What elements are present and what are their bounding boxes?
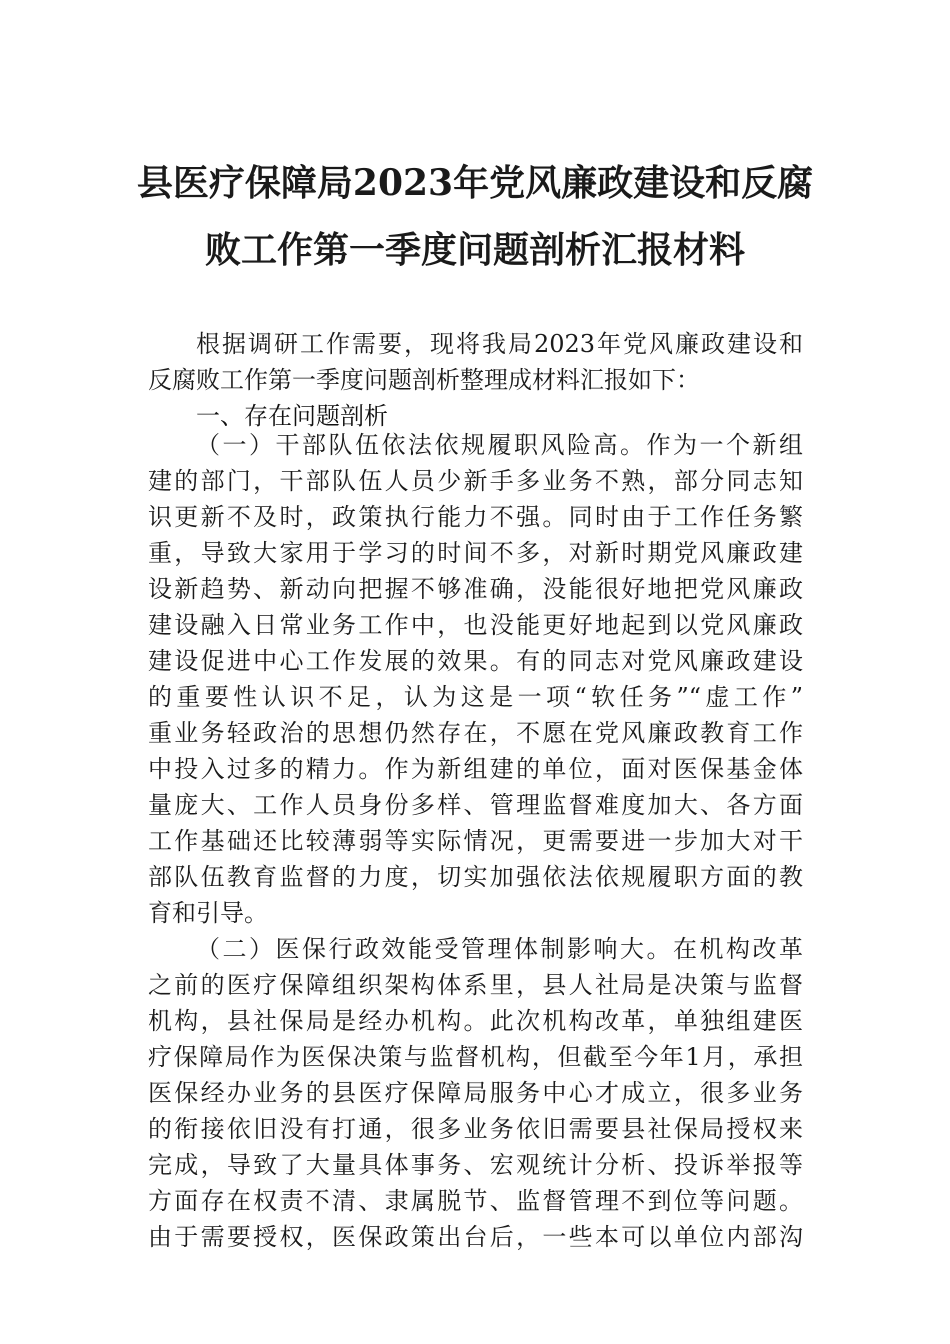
paragraph-line: 疗保障局作为医保决策与监督机构，但截至今年1月，承担 xyxy=(148,1043,803,1071)
paragraph-line: 部队伍教育监督的力度，切实加强依法依规履职方面的教 xyxy=(148,863,803,891)
document-title-line-2: 败工作第一季度问题剖析汇报材料 xyxy=(204,229,745,271)
paragraph-line: 医保经办业务的县医疗保障局服务中心才成立，很多业务 xyxy=(148,1079,803,1107)
paragraph-line: （一）干部队伍依法依规履职风险高。作为一个新组 xyxy=(196,431,803,459)
paragraph-line: 之前的医疗保障组织架构体系里，县人社局是决策与监督 xyxy=(148,971,803,999)
paragraph-line: 建的部门，干部队伍人员少新手多业务不熟，部分同志知 xyxy=(148,467,803,495)
paragraph-line: 的重要性认识不足，认为这是一项“软任务”“虚工作” xyxy=(148,683,803,711)
paragraph-line: 机构，县社保局是经办机构。此次机构改革，单独组建医 xyxy=(148,1007,803,1035)
paragraph-line: （二）医保行政效能受管理体制影响大。在机构改革 xyxy=(196,935,803,963)
paragraph-line: 由于需要授权，医保政策出台后，一些本可以单位内部沟 xyxy=(148,1223,803,1251)
paragraph-line: 完成，导致了大量具体事务、宏观统计分析、投诉举报等 xyxy=(148,1151,803,1179)
paragraph-line: 中投入过多的精力。作为新组建的单位，面对医保基金体 xyxy=(148,755,803,783)
paragraph-line: 的衔接依旧没有打通，很多业务依旧需要县社保局授权来 xyxy=(148,1115,803,1143)
paragraph-line: 重业务轻政治的思想仍然存在，不愿在党风廉政教育工作 xyxy=(148,719,803,747)
paragraph-line: 育和引导。 xyxy=(148,899,268,927)
paragraph-line: 建设融入日常业务工作中，也没能更好地起到以党风廉政 xyxy=(148,611,803,639)
paragraph-line: 方面存在权责不清、隶属脱节、监督管理不到位等问题。 xyxy=(148,1187,803,1215)
paragraph-line: 重，导致大家用于学习的时间不多，对新时期党风廉政建 xyxy=(148,539,803,567)
paragraph-line: 量庞大、工作人员身份多样、管理监督难度加大、各方面 xyxy=(148,791,803,819)
paragraph-line: 设新趋势、新动向把握不够准确，没能很好地把党风廉政 xyxy=(148,575,803,603)
paragraph-line: 建设促进中心工作发展的效果。有的同志对党风廉政建设 xyxy=(148,647,803,675)
section-heading: 一、存在问题剖析 xyxy=(196,402,388,430)
paragraph-line: 识更新不及时，政策执行能力不强。同时由于工作任务繁 xyxy=(148,503,803,531)
paragraph-line: 工作基础还比较薄弱等实际情况，更需要进一步加大对干 xyxy=(148,827,803,855)
intro-line: 根据调研工作需要，现将我局2023年党风廉政建设和 xyxy=(196,330,803,358)
intro-line: 反腐败工作第一季度问题剖析整理成材料汇报如下： xyxy=(148,366,700,394)
document-title-line-1: 县医疗保障局2023年党风廉政建设和反腐 xyxy=(136,162,814,204)
